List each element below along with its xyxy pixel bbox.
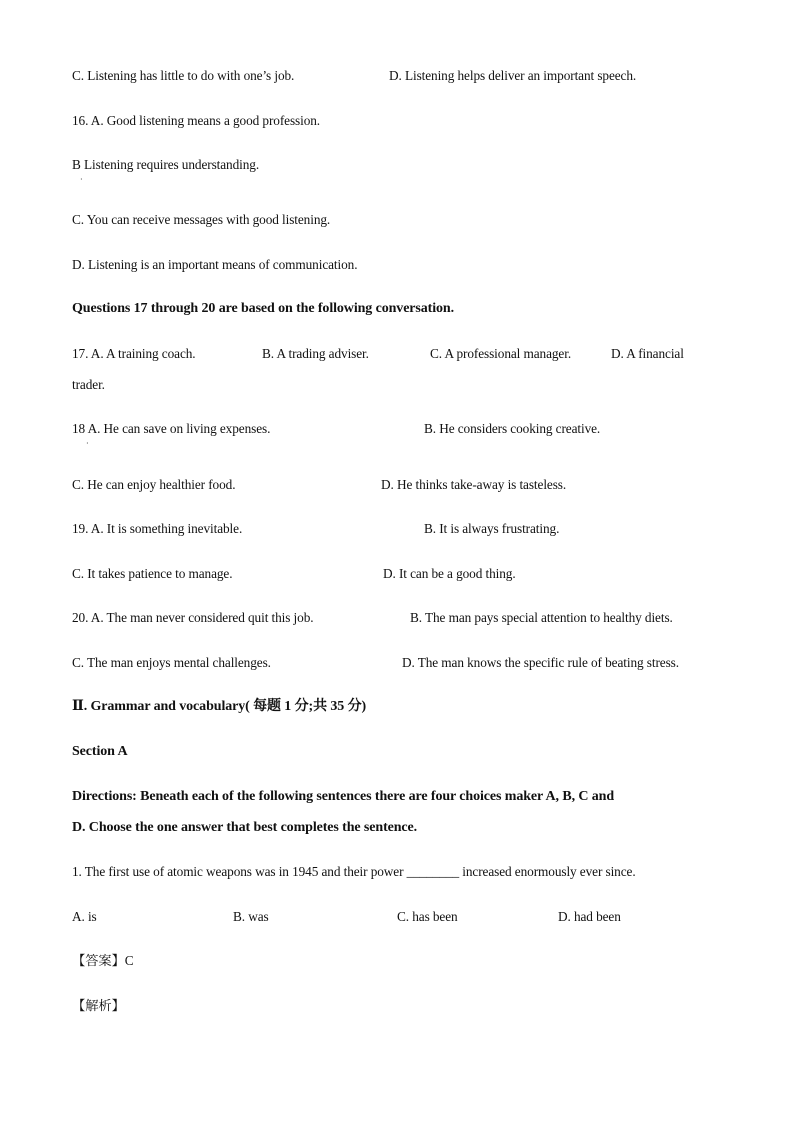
- q18-option-a: 18 A. He can save on living expenses.: [72, 421, 271, 436]
- q17-option-c: C. A professional manager.: [430, 346, 572, 361]
- q17-option-b: B. A trading adviser.: [262, 346, 369, 361]
- q20-option-a: 20. A. The man never considered quit this job.: [72, 610, 314, 625]
- conversation-heading: Questions 17 through 20 are based on the following conversation.: [72, 301, 455, 316]
- q17-option-d: D. A financial: [611, 346, 684, 361]
- q15-option-d: D. Listening helps deliver an important speech.: [389, 68, 637, 83]
- q17-option-d-continued: trader.: [72, 377, 105, 392]
- section-a-heading: Section A: [72, 744, 128, 759]
- q16-option-b: B Listening requires understanding.: [72, 157, 260, 172]
- q19-option-b: B. It is always frustrating.: [424, 521, 560, 536]
- q20-option-b: B. The man pays special attention to healthy diets.: [410, 610, 673, 625]
- stray-dot: ·: [80, 175, 83, 184]
- q20-option-d: D. The man knows the specific rule of beating stress.: [402, 655, 679, 670]
- grammar-q1-option-a: A. is: [72, 909, 97, 924]
- grammar-q1-option-c: C. has been: [397, 909, 458, 924]
- q18-option-d: D. He thinks take-away is tasteless.: [381, 477, 567, 492]
- q16-option-d: D. Listening is an important means of communication.: [72, 257, 358, 272]
- stray-dot: ·: [86, 439, 89, 448]
- q17-option-a: 17. A. A training coach.: [72, 346, 196, 361]
- section-2-title: Ⅱ. Grammar and vocabulary( 每题 1 分;共 35 分): [72, 699, 367, 714]
- grammar-q1-stem: 1. The first use of atomic weapons was in 1945 and their power ________ increased enormously ever since.: [72, 864, 636, 879]
- directions-line-2: D. Choose the one answer that best completes the sentence.: [72, 820, 418, 835]
- grammar-q1-option-d: D. had been: [558, 909, 621, 924]
- q16-option-a: 16. A. Good listening means a good profession.: [72, 113, 321, 128]
- answer-label: 【答案】C: [72, 953, 134, 968]
- q18-option-c: C. He can enjoy healthier food.: [72, 477, 236, 492]
- q16-option-c: C. You can receive messages with good listening.: [72, 212, 331, 227]
- q19-option-d: D. It can be a good thing.: [383, 566, 516, 581]
- directions-line-1: Directions: Beneath each of the following sentences there are four choices maker A, B, C and: [72, 789, 615, 804]
- q15-option-c: C. Listening has little to do with one’s job.: [72, 68, 295, 83]
- q20-option-c: C. The man enjoys mental challenges.: [72, 655, 271, 670]
- analysis-label: 【解析】: [72, 998, 125, 1013]
- q19-option-c: C. It takes patience to manage.: [72, 566, 233, 581]
- q18-option-b: B. He considers cooking creative.: [424, 421, 601, 436]
- q19-option-a: 19. A. It is something inevitable.: [72, 521, 243, 536]
- grammar-q1-option-b: B. was: [233, 909, 269, 924]
